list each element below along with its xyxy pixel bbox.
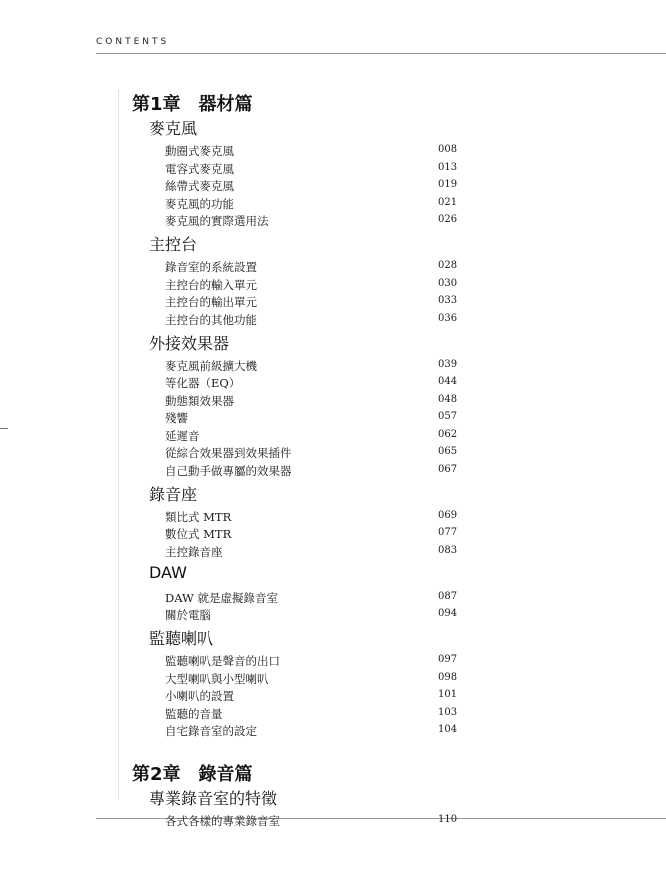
entry-page-number: 087 <box>438 590 458 602</box>
section-heading: 麥克風 <box>149 119 198 138</box>
entry-title: 動圈式麥克風 <box>165 144 234 158</box>
toc-entry <box>165 178 459 194</box>
toc-entry <box>165 653 459 669</box>
entry-title: 絲帶式麥克風 <box>165 179 234 193</box>
toc-entry <box>165 358 459 374</box>
entry-page-number: 062 <box>438 428 458 440</box>
toc-entry <box>165 509 459 525</box>
toc-entry <box>165 526 459 542</box>
entry-title: 監聽的音量 <box>165 706 223 721</box>
entry-page-number: 028 <box>438 260 458 271</box>
toc-entry <box>165 671 459 687</box>
section-heading: 專業錄音室的特徵 <box>149 789 278 808</box>
entry-title: 小喇叭的設置 <box>165 689 234 703</box>
entry-title: 關於電腦 <box>165 608 211 622</box>
entry-page-number: 008 <box>438 144 458 155</box>
entry-page-number: 104 <box>438 724 458 735</box>
entry-page-number: 026 <box>438 214 458 225</box>
entry-title: 等化器（EQ） <box>165 376 241 390</box>
entry-title: 主控台的其他功能 <box>165 312 257 327</box>
entry-page-number: 097 <box>438 654 458 665</box>
section-heading: DAW <box>149 562 187 582</box>
section-heading: 外接效果器 <box>149 333 230 353</box>
section-heading: 主控台 <box>149 235 198 254</box>
chapter-title: 器材篇 <box>198 94 253 115</box>
running-head: CONTENTS <box>96 37 170 47</box>
section-heading: 錄音座 <box>149 484 198 504</box>
entry-title: 主控台的輸出單元 <box>165 295 257 309</box>
toc-entry <box>165 723 459 739</box>
chapter-number: 第2章 <box>132 764 181 785</box>
toc-entry <box>165 161 459 177</box>
entry-title: 數位式 MTR <box>165 527 232 541</box>
entry-page-number: 110 <box>438 814 458 825</box>
entry-page-number: 101 <box>438 689 458 700</box>
chapter-title: 錄音篇 <box>198 764 253 785</box>
toc-entry <box>165 410 459 426</box>
toc-entry <box>165 312 459 328</box>
toc-entry <box>165 196 459 212</box>
entry-page-number: 048 <box>438 393 458 405</box>
toc-entry <box>165 259 459 275</box>
chapter-heading <box>132 760 253 786</box>
toc-entry <box>165 143 459 159</box>
entry-page-number: 039 <box>438 358 458 370</box>
entry-title: 錄音室的系統設置 <box>165 260 257 274</box>
toc-entry <box>165 393 459 409</box>
entry-page-number: 083 <box>438 544 458 556</box>
entry-title: 動態類效果器 <box>165 393 234 408</box>
entry-title: 麥克風的實際選用法 <box>165 214 269 228</box>
entry-title: 麥克風的功能 <box>165 196 234 211</box>
entry-page-number: 030 <box>438 277 458 289</box>
entry-page-number: 021 <box>438 196 458 208</box>
toc-entry <box>165 590 459 606</box>
entry-title: 從綜合效果器到效果插件 <box>165 446 292 460</box>
entry-title: 主控錄音座 <box>165 544 223 559</box>
section-heading: 監聽喇叭 <box>149 629 214 648</box>
entry-title: DAW 就是虛擬錄音室 <box>165 590 279 605</box>
entry-page-number: 069 <box>438 509 458 521</box>
entry-page-number: 036 <box>438 312 458 324</box>
entry-page-number: 077 <box>438 527 458 538</box>
toc-entry <box>165 213 459 229</box>
entry-page-number: 013 <box>438 161 458 173</box>
entry-page-number: 098 <box>438 671 458 683</box>
entry-page-number: 019 <box>438 179 458 190</box>
entry-page-number: 067 <box>438 463 458 475</box>
toc-entry <box>165 688 459 704</box>
toc-entry <box>165 294 459 310</box>
entry-page-number: 065 <box>438 446 458 457</box>
toc-entry <box>165 428 459 444</box>
toc-entry <box>165 445 459 461</box>
chapter-number: 第1章 <box>132 94 181 115</box>
toc-entry <box>165 813 459 829</box>
entry-title: 電容式麥克風 <box>165 161 234 176</box>
entry-page-number: 033 <box>438 295 458 306</box>
toc-entry <box>165 544 459 560</box>
entry-title: 自己動手做專屬的效果器 <box>165 463 292 478</box>
entry-title: 類比式 MTR <box>165 509 232 524</box>
entry-title: 監聽喇叭是聲音的出口 <box>165 654 280 668</box>
entry-page-number: 044 <box>438 376 458 387</box>
entry-title: 自宅錄音室的設定 <box>165 724 257 738</box>
toc-entry <box>165 607 459 623</box>
entry-title: 延遲音 <box>165 428 200 443</box>
toc-entry <box>165 277 459 293</box>
toc-entry <box>165 706 459 722</box>
toc-entry <box>165 463 459 479</box>
chapter-heading <box>132 90 253 116</box>
entry-page-number: 103 <box>438 706 458 718</box>
entry-title: 主控台的輸入單元 <box>165 277 257 292</box>
entry-title: 殘響 <box>165 411 188 425</box>
entry-page-number: 057 <box>438 411 458 422</box>
entry-title: 麥克風前級擴大機 <box>165 358 257 373</box>
entry-title: 各式各樣的專業錄音室 <box>165 814 280 828</box>
toc-entry <box>165 375 459 391</box>
entry-page-number: 094 <box>438 608 458 619</box>
entry-title: 大型喇叭與小型喇叭 <box>165 671 269 686</box>
